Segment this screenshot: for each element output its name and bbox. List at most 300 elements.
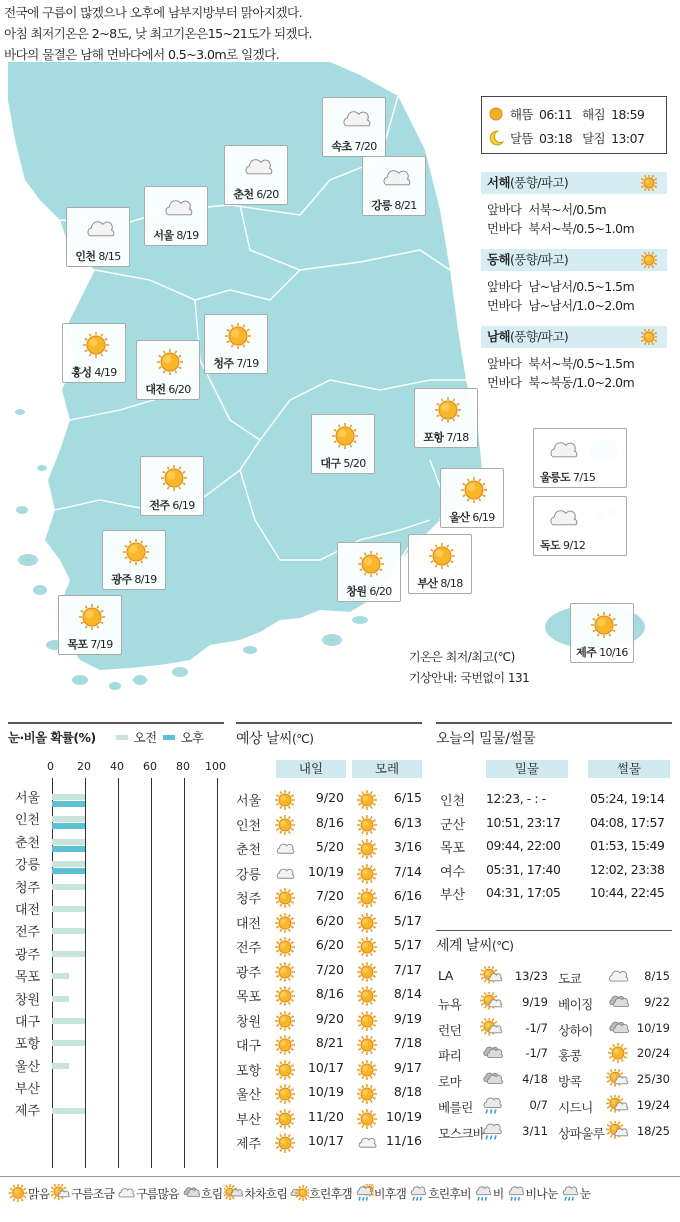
sunny-icon [153, 347, 187, 377]
tide-port: 여수 [440, 864, 466, 880]
legend-label: 흐린후비 [428, 1186, 471, 1201]
am-precip-bar [52, 1063, 69, 1069]
am-precip-bar [52, 884, 85, 890]
city-temp: 8/21 [394, 199, 417, 212]
city-box [62, 323, 126, 383]
am-precip-bar [52, 1040, 85, 1046]
summary-line: 아침 최저기온은 2~8도, 낮 최고기온은15~21도가 되겠다. [4, 26, 312, 41]
precip-city: 포항 [15, 1037, 41, 1053]
world-city: 도쿄 [558, 971, 582, 986]
sun-moon-box [481, 96, 667, 154]
summary [4, 2, 312, 65]
moon-icon [488, 130, 504, 146]
sunny-icon [641, 252, 657, 268]
world-city: 베이징 [558, 996, 593, 1012]
sunny-icon [274, 815, 296, 835]
sunny-icon [8, 1184, 28, 1202]
world-temp: 10/19 [636, 1020, 670, 1035]
cloudy-then-rain-icon [408, 1184, 428, 1202]
forecast-city: 목포 [236, 990, 262, 1005]
forecast-temp-day1: 11/20 [307, 1108, 344, 1124]
am-precip-bar [52, 794, 85, 800]
city-name: 목포 [67, 638, 88, 651]
partly-cloudy-icon [51, 1184, 71, 1202]
moonset-label: 달짐 [582, 131, 606, 146]
overcast-icon [606, 1018, 630, 1038]
sunny-icon [457, 475, 491, 505]
tide-port: 부산 [440, 888, 466, 903]
tide-high-time: 04:31, 17:05 [486, 885, 561, 900]
moonrise-time: 03:18 [538, 130, 573, 146]
city-name: 대구 [320, 457, 341, 470]
forecast-city: 전주 [236, 941, 262, 956]
tide-low-time: 12:02, 23:38 [590, 861, 665, 877]
cloudy-icon [274, 839, 296, 859]
legend-item [560, 1184, 591, 1202]
front-sea-label: 앞바다 [487, 202, 522, 217]
forecast-temp-day2: 9/17 [393, 1059, 422, 1075]
sea-south [481, 326, 667, 392]
sunny-icon [356, 864, 378, 884]
precip-city: 서울 [15, 791, 41, 806]
city-name: 춘천 [233, 188, 254, 201]
cloudy-icon [116, 1184, 136, 1202]
sunny-icon [157, 463, 191, 493]
forecast-temp-day1: 10/19 [307, 863, 344, 879]
am-precip-bar [52, 861, 85, 867]
legend-label: 눈 [579, 1186, 591, 1201]
city-temp: 6/20 [256, 188, 279, 201]
sunny-icon [356, 1084, 378, 1104]
world-temp: 13/23 [514, 969, 548, 983]
world-title: 세계 날씨 [436, 938, 493, 954]
world-temp: 9/22 [644, 994, 670, 1009]
city-box [533, 428, 627, 488]
pm-precip-bar [52, 823, 85, 829]
city-name: 서울 [153, 229, 174, 242]
city-temp: 6/19 [172, 499, 195, 512]
precip-city: 대전 [15, 902, 41, 918]
forecast-temp-day1: 8/21 [315, 1035, 344, 1050]
world-temp: 19/24 [636, 1098, 670, 1112]
forecast-temp-day2: 7/18 [393, 1035, 422, 1050]
sunny-icon [75, 602, 109, 632]
forecast-title: 예상 날씨 [236, 731, 293, 747]
precip-city: 인천 [15, 813, 41, 829]
tide-low-time: 05:24, 19:14 [590, 791, 665, 806]
sunny-icon [328, 421, 362, 451]
city-box [140, 456, 204, 516]
precip-city: 춘천 [15, 835, 41, 851]
world-city: 방콕 [558, 1074, 582, 1090]
sunny-icon [356, 937, 378, 957]
moonset-time: 13:07 [611, 130, 645, 146]
sunny-icon [356, 888, 378, 908]
city-temp: 8/19 [176, 229, 199, 242]
sunny-icon [274, 962, 296, 982]
sunny-icon [274, 790, 296, 810]
city-box [204, 314, 268, 374]
legend-label: 흐림 [201, 1186, 223, 1201]
legend-label: 맑음 [28, 1186, 50, 1201]
world-unit: (℃) [492, 939, 514, 953]
city-box [58, 595, 122, 655]
precip-city: 청주 [15, 880, 41, 896]
front-sea-label: 앞바다 [487, 279, 522, 294]
city-temp: 9/12 [562, 539, 586, 552]
clearing-icon [289, 1184, 309, 1202]
city-box [337, 542, 401, 602]
am-precip-bar [52, 951, 85, 957]
world-temp: 25/30 [636, 1072, 670, 1087]
forecast-temp-day2: 3/16 [393, 839, 422, 854]
city-name: 청주 [213, 357, 234, 370]
city-temp: 7/18 [446, 431, 469, 444]
sunset-time: 18:59 [611, 106, 645, 122]
overcast-icon [181, 1184, 201, 1202]
front-sea-label: 앞바다 [487, 356, 522, 371]
precip-title: 눈·비올 확률(%) [8, 730, 96, 745]
city-name: 홍성 [71, 366, 92, 379]
sunny-icon [274, 1011, 296, 1031]
forecast-city: 창원 [236, 1014, 262, 1030]
legend-label: 흐린후갬 [309, 1186, 352, 1201]
pm-precip-bar [52, 846, 85, 852]
city-name: 부산 [417, 577, 438, 590]
sunny-icon [354, 549, 388, 579]
map-note [409, 647, 529, 689]
legend-label: 비나눈 [525, 1186, 558, 1201]
forecast-temp-day2: 6/15 [393, 790, 422, 805]
world-city: 파리 [438, 1048, 462, 1064]
cloudy-icon [241, 152, 275, 182]
forecast-temp-day1: 10/17 [307, 1059, 344, 1075]
am-precip-bar [52, 816, 85, 822]
precip-tick: 60 [143, 760, 157, 773]
world-temp: 3/11 [522, 1123, 548, 1138]
city-name: 울산 [449, 511, 470, 524]
sunny-icon [641, 329, 657, 345]
far-sea-value: 남~남서/1.0~2.0m [528, 298, 635, 313]
tide-low-header: 썰물 [588, 760, 670, 778]
sea-sub: (풍향/파고) [509, 329, 569, 344]
partly-cloudy-icon [480, 992, 504, 1012]
precip-tick: 100 [205, 760, 226, 773]
front-sea-value: 서북~서/0.5m [528, 202, 607, 217]
precip-city: 부산 [15, 1082, 41, 1098]
legend-item [181, 1184, 222, 1202]
sunny-icon [274, 913, 296, 933]
far-sea-value: 북~북동/1.0~2.0m [528, 375, 635, 390]
tide-low-time: 04:08, 17:57 [590, 814, 665, 830]
precip-tick: 80 [176, 760, 190, 773]
legend-item [506, 1184, 558, 1202]
tide-high-time: 10:51, 23:17 [486, 814, 561, 830]
forecast-temp-day1: 10/19 [307, 1084, 344, 1099]
forecast-temp-day1: 7/20 [315, 888, 344, 903]
forecast-city: 강릉 [236, 867, 262, 883]
forecast-temp-day2: 9/19 [393, 1010, 422, 1026]
sunny-icon [274, 937, 296, 957]
rain-icon [473, 1184, 493, 1202]
city-box [362, 156, 426, 216]
world-temp: 8/15 [644, 969, 670, 983]
sunny-icon [606, 1043, 630, 1063]
forecast-temp-day2: 5/17 [393, 912, 422, 928]
city-name: 포항 [423, 431, 444, 444]
sunny-icon [274, 986, 296, 1006]
sunny-icon [274, 888, 296, 908]
forecast-temp-day1: 5/20 [315, 839, 344, 854]
city-temp: 10/16 [599, 646, 628, 659]
city-temp: 8/15 [98, 250, 121, 263]
cloudy-icon [339, 104, 373, 134]
sunny-icon [274, 1084, 296, 1104]
pm-precip-bar [52, 801, 85, 807]
tide-high-time: 09:44, 22:00 [486, 838, 561, 853]
forecast-temp-day2: 7/17 [393, 961, 422, 977]
forecast-temp-day2: 8/14 [393, 986, 422, 1001]
tide-low-time: 01:53, 15:49 [590, 838, 665, 853]
world-temp: -1/7 [525, 1020, 548, 1035]
sunny-icon [425, 541, 459, 571]
tide-port: 인천 [440, 794, 466, 809]
sunny-icon [356, 1035, 378, 1055]
cloudy-icon [274, 864, 296, 884]
partly-cloudy-icon [480, 966, 504, 986]
precip-city: 울산 [15, 1059, 41, 1075]
far-sea-label: 먼바다 [487, 221, 522, 236]
city-box [102, 530, 166, 590]
city-box [136, 340, 200, 400]
sea-east [481, 249, 667, 315]
city-box [224, 145, 288, 205]
city-temp: 6/19 [472, 511, 495, 524]
sunny-icon [79, 330, 113, 360]
rain-icon [480, 1095, 504, 1115]
forecast-temp-day1: 9/20 [315, 1010, 344, 1026]
legend-label: 비 [492, 1186, 504, 1201]
city-box [408, 534, 472, 594]
legend-item [224, 1184, 287, 1202]
moonrise-label: 달뜸 [510, 131, 533, 146]
sunny-icon [356, 1060, 378, 1080]
city-name: 인천 [75, 250, 96, 263]
forecast-temp-day1: 10/17 [307, 1133, 344, 1148]
legend-label: 구름많음 [136, 1186, 179, 1201]
far-sea-label: 먼바다 [487, 298, 522, 313]
world-temp: 4/18 [522, 1072, 548, 1087]
world-temp: 18/25 [636, 1123, 670, 1138]
city-name: 제주 [576, 646, 597, 659]
legend-label: 구름조금 [71, 1186, 115, 1201]
cloudy-icon [546, 435, 580, 465]
clouding-icon [224, 1184, 244, 1202]
city-temp: 7/15 [572, 471, 596, 484]
sea-name: 서해 [487, 175, 510, 190]
forecast-temp-day1: 6/20 [315, 912, 344, 928]
tide-title: 오늘의 밀물/썰물 [436, 731, 536, 747]
am-precip-bar [52, 1018, 85, 1024]
rain-then-clear-icon [354, 1184, 374, 1202]
precip-tick: 40 [110, 760, 124, 773]
sea-sub: (풍향/파고) [509, 175, 569, 190]
forecast-city: 인천 [236, 818, 262, 834]
forecast-temp-day2: 7/14 [393, 863, 422, 879]
partly-cloudy-icon [606, 1069, 630, 1089]
city-name: 강릉 [371, 199, 392, 212]
legend-label: 차차흐림 [244, 1186, 288, 1201]
forecast-temp-day1: 8/16 [315, 986, 344, 1001]
city-box [440, 468, 504, 528]
sunny-icon [221, 321, 255, 351]
forecast-temp-day1: 7/20 [315, 961, 344, 977]
precip-city: 목포 [15, 970, 41, 986]
legend-item [289, 1184, 352, 1202]
legend-divider [0, 1176, 680, 1177]
am-legend-swatch [116, 735, 128, 740]
sunny-icon [587, 610, 621, 640]
precip-city: 강릉 [15, 858, 41, 874]
world-city: 홍콩 [558, 1048, 582, 1064]
overcast-icon [606, 992, 630, 1012]
sunny-icon [641, 175, 657, 191]
legend-item [51, 1184, 114, 1202]
am-precip-bar [52, 906, 85, 912]
precip-tick: 0 [47, 760, 54, 773]
world-city: 시드니 [558, 1100, 593, 1115]
forecast-temp-day2: 10/19 [385, 1108, 422, 1124]
forecast-day1: 내일 [276, 760, 346, 778]
forecast-city: 청주 [236, 892, 262, 907]
world-city: 모스크바 [438, 1125, 485, 1141]
forecast-city: 대전 [236, 916, 262, 932]
note-line: 기온은 최저/최고(℃) [409, 650, 515, 664]
forecast-temp-day1: 9/20 [315, 790, 344, 805]
cloudy-icon [356, 1133, 378, 1153]
am-precip-bar [52, 996, 69, 1002]
city-name: 독도 [540, 539, 561, 552]
precip-city: 대구 [15, 1014, 41, 1030]
precip-city: 전주 [15, 925, 41, 941]
front-sea-value: 남~남서/0.5~1.5m [528, 279, 635, 294]
tide-port: 군산 [440, 817, 466, 833]
sunny-icon [356, 1011, 378, 1031]
city-box [311, 414, 375, 474]
city-temp: 8/19 [134, 573, 157, 586]
world-city: 상파울루 [558, 1125, 605, 1141]
pm-legend-label: 오후 [180, 730, 204, 745]
sea-name: 남해 [487, 329, 510, 344]
sunset-label: 해짐 [582, 107, 606, 122]
legend-item [473, 1184, 504, 1202]
sunrise-time: 06:11 [538, 106, 573, 122]
partly-cloudy-icon [480, 1018, 504, 1038]
city-name: 전주 [149, 499, 170, 512]
world-city: 상하이 [558, 1022, 593, 1038]
sunny-icon [356, 839, 378, 859]
summary-line: 전국에 구름이 많겠으나 오후에 남부지방부터 맑아지겠다. [4, 5, 302, 20]
precip-city: 제주 [15, 1104, 41, 1120]
sunny-icon [356, 913, 378, 933]
sunny-icon [431, 395, 465, 425]
forecast-temp-day2: 8/18 [393, 1084, 422, 1099]
note-line: 기상안내: 국번없이 131 [409, 671, 530, 685]
city-box [66, 207, 130, 267]
icon-legend [8, 1184, 592, 1202]
sea-name: 동해 [487, 252, 510, 267]
far-sea-label: 먼바다 [487, 375, 522, 390]
city-name: 창원 [346, 585, 367, 598]
forecast-temp-day2: 6/13 [393, 814, 422, 830]
forecast-temp-day2: 11/16 [385, 1133, 422, 1148]
forecast-city: 부산 [236, 1112, 262, 1128]
snow-icon [560, 1184, 580, 1202]
legend-item [116, 1184, 179, 1202]
tide-high-header: 밀물 [486, 760, 568, 778]
front-sea-value: 북서~북/0.5~1.5m [528, 356, 635, 371]
precip-city: 창원 [15, 992, 41, 1008]
sunny-icon [356, 790, 378, 810]
sunny-icon [356, 1109, 378, 1129]
summary-line: 바다의 물결은 남해 먼바다에서 0.5~3.0m로 일겠다. [4, 47, 280, 62]
cloudy-icon [161, 193, 195, 223]
cloudy-icon [546, 503, 580, 533]
sunny-icon [274, 1109, 296, 1129]
far-sea-value: 북서~북/0.5~1.0m [528, 221, 635, 236]
forecast-temp-day1: 6/20 [315, 937, 344, 952]
tide-high-time: 05:31, 17:40 [486, 861, 561, 877]
world-city: 런던 [438, 1022, 462, 1038]
city-temp: 7/19 [90, 638, 113, 651]
tide-port: 목포 [440, 841, 466, 856]
world-temp: 9/19 [522, 994, 548, 1009]
legend-item [408, 1184, 471, 1202]
world-temp: 0/7 [529, 1098, 548, 1112]
city-name: 울릉도 [540, 471, 571, 484]
sunny-icon [274, 1035, 296, 1055]
city-temp: 8/18 [440, 577, 463, 590]
am-precip-bar [52, 1108, 85, 1114]
city-temp: 4/19 [94, 366, 117, 379]
forecast-temp-day2: 6/16 [393, 888, 422, 903]
precip-tick: 20 [77, 760, 91, 773]
tide-low-time: 10:44, 22:45 [590, 885, 665, 900]
sunrise-label: 해뜸 [510, 107, 533, 122]
overcast-icon [480, 1043, 504, 1063]
sea-west [481, 172, 667, 238]
city-name: 대전 [145, 383, 166, 396]
legend-label: 비후갬 [374, 1186, 407, 1201]
sunny-icon [119, 537, 153, 567]
world-city: 뉴욕 [438, 996, 462, 1012]
forecast-city: 광주 [236, 965, 262, 981]
world-temp: -1/7 [525, 1046, 548, 1061]
city-name: 광주 [111, 573, 132, 586]
partly-cloudy-icon [606, 1121, 630, 1141]
forecast-day2: 모레 [352, 760, 422, 778]
city-box [414, 388, 478, 448]
am-precip-bar [52, 928, 85, 934]
am-precip-bar [52, 973, 69, 979]
sunny-icon [356, 815, 378, 835]
city-name: 속초 [331, 140, 352, 153]
city-temp: 7/19 [236, 357, 259, 370]
city-temp: 6/20 [369, 585, 392, 598]
sea-sub: (풍향/파고) [509, 252, 569, 267]
forecast-city: 춘천 [236, 843, 262, 858]
precip-city: 광주 [15, 947, 41, 963]
